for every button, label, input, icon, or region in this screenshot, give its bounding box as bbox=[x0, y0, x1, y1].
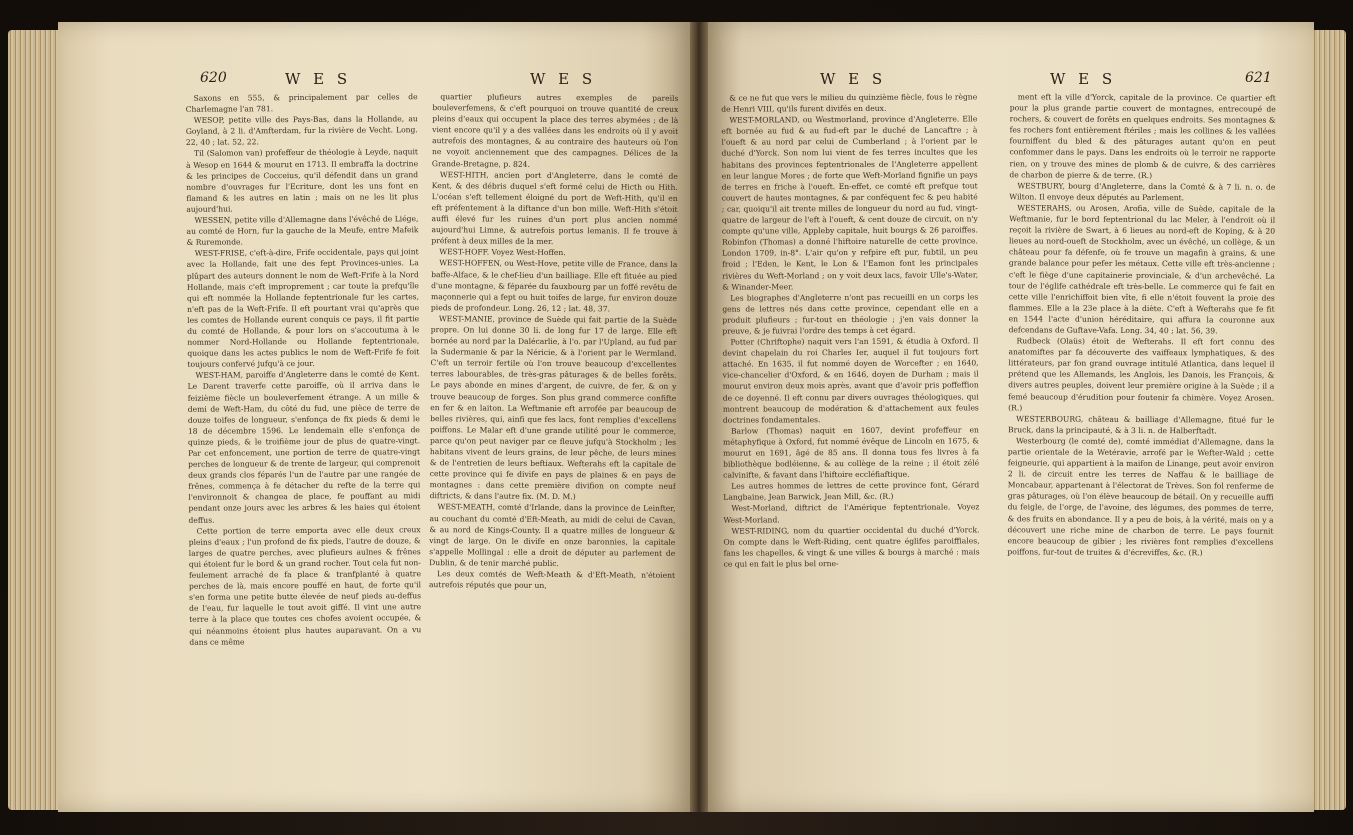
text-column-4 bbox=[1006, 91, 1276, 792]
paragraph: quartier plufieurs autres exemples de pareils bouleverfemens, & c'eft pourquoi on trouve quantité de creux pleins d'eaux qui occupent la place des terres abymées ; de là vient encore qu'il y a des vallées dans les endroits où il y avoit autrefois des montagnes, & au contraire des hauteurs où l'on ne voyoit anciennement que des campagnes. Délices de la Grande-Bretagne, p. 824. bbox=[431, 92, 679, 169]
paragraph: Saxons en 555, & principalement par celles de Charlemagne l'an 781. bbox=[185, 92, 418, 114]
paragraph: ment eft la ville d'Yorck, capitale de la province. Ce quartier eft pour la plus grande partie couvert de montagnes, entrecoupé de rochers, & couvert de forêts en quelques endroits. Ses montagnes & fes rochers font entièrement ftériles ; mais les collines & les vallées fourniffent du bled & des pâturages autant qu'on en peut confommer dans le pays. Dans les endroits où le terroir ne rapporte rien, on y trouve des mines de plomb & de cuivre, & des carrières de charbon de pierre & de terre. (R.) bbox=[1009, 92, 1276, 180]
paragraph: WESTERBOURG, château & bailliage d'Allemagne, fitué fur le Bruck, dans la principauté, & à 3 li. n. de Halberftadt. bbox=[1008, 414, 1275, 436]
paragraph: West-Morland, diftrict de l'Amérique feptentrionale. Voyez West-Morland. bbox=[723, 502, 980, 525]
paragraph: WEST-HOFFEN, ou West-Hove, petite ville de France, dans la baffe-Alface, & le chef-lieu d'un bailliage. Elle eft fituée au pied d'une montagne, & féparée du fauxbourg par un foffé revêtu de maçonnerie qui a fept ou huit toifes de large, fur environ douze pieds de profondeur. Long. 26, 12 ; lat. 48, 37. bbox=[430, 258, 678, 314]
running-head-right-2: W E S bbox=[1050, 70, 1117, 88]
paragraph: Rudbeck (Olaüs) étoit de Wefterahs. Il eft fort connu des anatomiftes par fa découverte des vaiffeaux lymphatiques, & des littérateurs, par fon grand ouvrage intitulé Atlantica, dans lequel il prétend que les Allemands, les Anglois, les Danois, les François, & divers autres peuples, doivent leur première origine à la Suède ; il a femé beaucoup d'érudition pour foutenir fa chimère. Voyez Arosen. (R.) bbox=[1008, 336, 1275, 413]
paragraph: Barlow (Thomas) naquit en 1607, devint profeffeur en métaphyfique à Oxford, fut nommé évêque de Lincoln en 1675, & mourut en 1691, âgé de 85 ans. Il donna tous fes livres à fa bibliothèque bodléienne, & au collège de la reine ; il étoit zélé calvinifte, & favant dans l'hiftoire eccléfiaftique. bbox=[722, 425, 980, 480]
paragraph: WESSEN, petite ville d'Allemagne dans l'évêché de Liége, au comté de Horn, fur la gauche de la Meufe, entre Mafeik & Ruremonde. bbox=[186, 214, 419, 248]
paragraph: Les autres hommes de lettres de cette province font, Gérard Langbaine, Jean Barwick, Jean Mill, &c. (R.) bbox=[723, 480, 980, 503]
text-column-2 bbox=[428, 91, 679, 793]
left-page-edges bbox=[8, 30, 60, 810]
paragraph: Til (Salomon van) profeffeur de théologie à Leyde, naquit à Wesop en 1644 & mourut en 1713. Il embraffa la doctrine & les principes de Cocceius, qu'il défendit dans un grand nombre d'ouvrages fur l'Ecriture, dont les uns font en flamand & les autres en latin ; mais on ne les lit plus aujourd'hui. bbox=[186, 147, 419, 214]
page-number-left: 620 bbox=[200, 70, 227, 86]
paragraph: WEST-MEATH, comté d'Irlande, dans la province de Leinfter, au couchant du comté d'Eft-Meath, au midi de celui de Cavan, & au nord de Kings-County. Il a quatre milles de longueur & vingt de large. On le divife en onze baronnies, la capitale s'appelle Mollingal : elle a droit de députer au parlement de Dublin, & de tenir marché public. bbox=[429, 502, 676, 568]
paragraph: WEST-MANIE, province de Suède qui fait partie de la Suède propre. On lui donne 30 li. de long fur 17 de large. Elle eft bornée au nord par la Dalécarlie, à l'o. par l'Upland, au fud par la Sudermanie & par la Néricie, & à l'orient par le Wermland. C'eft un terroir fertile où l'on trouve beaucoup d'excellentes terres labourables, de très-gras pâturages & de belles forêts. Le pays abonde en mines d'argent, de cuivre, de fer, & on y trouve beaucoup de forges. Son plus grand commerce confifte en fer & en laiton. La Weftmanie eft arrofée par beaucoup de belles rivières, qui, ainfi que fes lacs, font remplies d'excellens poiffons. Le Malar eft d'une grande utilité pour le commerce, parce qu'on peut naviger par ce fleuve jufqu'à Stockholm ; les habitans vivent de leurs grains, de leur pêche, de leurs mines & de l'entretien de leurs beftiaux. Wefterahs eft la capitale de cette province qui fe divife en pays de plaines & en pays de montagnes : dans cette première divifion on compte neuf diftricts, & dans l'autre fix. (M. D. M.) bbox=[429, 314, 677, 502]
paragraph: Potter (Chriftophe) naquit vers l'an 1591, & étudia à Oxford. Il devint chapelain du roi Charles Ier, auquel il fut toujours fort attaché. En 1635, il fut nommé doyen de Worcefter ; en 1640, vice-chancelier d'Oxford, & en 1646, doyen de Durham ; mais il mourut environ deux mois après, avant que d'avoir pris poffeffion de ce doyenné. Il eft connu par divers ouvrages théologiques, qui montrent beaucoup de modération & d'attachement aux feules doctrines fondamentales. bbox=[722, 336, 979, 425]
book-gutter bbox=[690, 22, 708, 812]
paragraph: WEST-FRISE, c'eft-à-dire, Frife occidentale, pays qui joint avec la Hollande, fait une des fept Provinces-unies. La plûpart des auteurs donnent le nom de Weft-Frife à la Nord Hollande, mais c'eft improprement ; car toute la prefqu'île qui eft nommée la Hollande feptentrionale fur les cartes, n'eft pas de la Weft-Frife. Il eft pourtant vrai qu'après que les comtes de Hollande eurent conquis ce pays, il fit partie du comté de Hollande, & pour lors on s'accoutuma à le nommer Nord-Hollande ou Hollande feptentrionale, quoique dans les actes publics le nom de Weft-Frife fe foit toujours confervé jufqu'à ce jour. bbox=[186, 247, 420, 370]
paragraph: Westerbourg (le comté de), comté immédiat d'Allemagne, dans la partie orientale de la Wetéravie, arrofé par le Wefter-Wald ; cette feigneurie, qui appartient à la maifon de Linange, peut avoir environ 2 li. de circuit entre les terres de Naffau & le bailliage de Moncabaur, appartenant à l'électorat de Trèves. Son fol renferme de gras pâturages, où l'on élève beaucoup de bétail. On y recueille auffi du feigle, de l'orge, de l'avoine, des légumes, des pommes de terre, & des fruits en abondance. Il y a peu de bois, à la vérité, mais on y a découvert une riche mine de charbon de terre. Le pays fournit encore beaucoup de gibier ; les rivières font remplies d'excellens poiffons, fur-tout de truites & d'écreviffes, &c. (R.) bbox=[1007, 436, 1275, 558]
paragraph: WEST-RIDING, nom du quartier occidental du duché d'Yorck. On compte dans le Weft-Riding, cent quatre églifes paroiffiales, fans les chapelles, & vingt & une villes & bourgs à marché : mais ce qui en fait le plus bel orne- bbox=[723, 524, 980, 569]
paragraph: WESTBURY, bourg d'Angleterre, dans la Comté & à 7 li. n. o. de Wilton. Il envoye deux députés au Parlement. bbox=[1009, 181, 1276, 203]
right-page-edges bbox=[1312, 30, 1346, 810]
page-number-right: 621 bbox=[1245, 70, 1272, 86]
paragraph: Les biographes d'Angleterre n'ont pas recueilli en un corps les gens de lettres nés dans cette province, cependant elle en a produit plufieurs ; fur-tout en théologie ; j'en vais donner la preuve, & je fuivrai l'ordre des temps à cet égard. bbox=[722, 292, 979, 336]
paragraph: WEST-MORLAND, ou Westmorland, province d'Angleterre. Elle eft bornée au fud & au fud-eft par le duché de Lancaftre ; à l'oueft & au nord par celui de Cumberland ; à l'orient par le duché d'Yorck. Son nom lui vient de fes terres incultes que les habitans des provinces feptentrionales de l'Angleterre appellent en leur langue Mores ; de forte que Weft-Morland fignifie un pays de terres en friche à l'oueft. En-effet, ce comté eft prefque tout couvert de hautes montagnes, & par conféquent fec & peu habité ; car, quoiqu'il ait trente milles de longueur du nord au fud, vingt-quatre de largeur de l'eft à l'oueft, & cent douze de circuit, on n'y compte qu'une ville, Appleby capitale, huit bourgs & 26 paroiffes. Robinfon (Thomas) a donné l'hiftoire naturelle de cette province. London 1709, in-8°. L'air qu'on y refpire eft pur, fubtil, un peu froid ; l'Eden, le Kent, le Lon & l'Eamon font les principales rivières du Weft-Morland ; on y voit deux lacs, favoir Ulle's-Water, & Winander-Meer. bbox=[721, 114, 979, 292]
running-head-left-2: W E S bbox=[530, 70, 597, 88]
paragraph: WEST-HAM, paroiffe d'Angleterre dans le comté de Kent. Le Darent traverfe cette paroiffe, où il arriva dans le feizième fiècle un bouleverfement étrange. A un mille & demi de Weft-Ham, du côté du fud, une pièce de terre de douze toifes de longueur, s'enfonça de fix pieds & demi le 18 de décembre 1596. Le lendemain elle s'enfonça de quinze pieds, & le troifième jour de plus de quatre-vingt. Par cet enfoncement, une portion de terre de quatre-vingt perches de longueur & de trente de largeur, qui comprenoit deux grands clos féparés l'un de l'autre par une rangée de frênes, commença à fe détacher du refte de la terre qui l'environnoit & changea de place, fe pouffant au midi pendant onze jours avec les arbres & les haies qui étoient deffus. bbox=[187, 369, 421, 525]
running-head-right-1: W E S bbox=[820, 70, 887, 88]
text-column-3 bbox=[721, 91, 981, 792]
paragraph: Cette portion de terre emporta avec elle deux creux pleins d'eaux ; l'un profond de fix pieds, l'autre de douze, & larges de quatre perches, avec plufieurs aulnes & frênes qui étoient fur le bord & un grand rocher. Tout cela fut non-feulement arraché de fa place & tranfplanté à quatre perches de là, mais encore pouffé en haut, de forte qu'il s'en forma une petite butte élevée de neuf pieds au-deffus de l'eau, fur laquelle le tout avoit giffé. Il vint une autre terre à la place que toutes ces chofes avoient occupée, & qui néanmoins étoient plus hautes auparavant. On a vu dans ce même bbox=[188, 524, 422, 647]
paragraph: WEST-HOFF. Voyez West-Hoffen. bbox=[439, 247, 566, 258]
paragraph: WESOP, petite ville des Pays-Bas, dans la Hollande, au Goyland, à 2 li. d'Amfterdam, fur la rivière de Vecht. Long. 22, 40 ; lat. 52, 22. bbox=[185, 114, 418, 148]
text-column-1 bbox=[186, 91, 423, 793]
paragraph: WESTERAHS, ou Arosen, Arofia, ville de Suède, capitale de la Weftmanie, fur le bord feptentrional du lac Meler, à l'endroit où il reçoit la rivière de Swart, à 6 lieues au nord-eft de Koping, & à 20 lieues au nord-oueft de Stockholm, avec un évêché, un collège, & un château pour fa défenfe, où fe trouve un magafin à grains, & une grande balance pour pefer les métaux. Cette ville eft très-ancienne ; c'eft le fiège d'une capitainerie provinciale, & d'un archevêché. La tour de l'églife cathédrale eft très-belle. Le commerce qui fe fait en cette ville l'enrichiffoit bien vîte, fi elle n'étoit fouvent la proie des flammes. Elle a la 23e place à la diète. C'eft à Wefterahs que fe fit en 1544 l'acte d'union héréditaire, qui affura la couronne aux defcendans de Guftave-Vafa. Long. 34, 40 ; lat. 56, 39. bbox=[1008, 203, 1276, 336]
paragraph: WEST-HITH, ancien port d'Angleterre, dans le comté de Kent, & des débris duquel s'eft formé celui de Hicth ou Hith. L'océan s'eft tellement éloigné du port de Weft-Hith, qu'il en eft préfentement à la diftance d'un bon mille. Weft-Hith s'étoit auffi élevé fur les ruines d'un port plus ancien nommé aujourd'hui Limne, & autrefois portus lemanis. Il fe trouve à préfent à deux milles de la mer. bbox=[431, 169, 678, 247]
running-head-left-1: W E S bbox=[285, 70, 352, 88]
paragraph: Les deux comtés de Weft-Meath & d'Eft-Meath, n'étoient autrefois réputés que pour un, bbox=[428, 569, 676, 591]
paragraph: & ce ne fut que vers le milieu du quinzième fiècle, fous le règne de Henri VIII, qu'ils furent divifés en deux. bbox=[721, 92, 978, 114]
